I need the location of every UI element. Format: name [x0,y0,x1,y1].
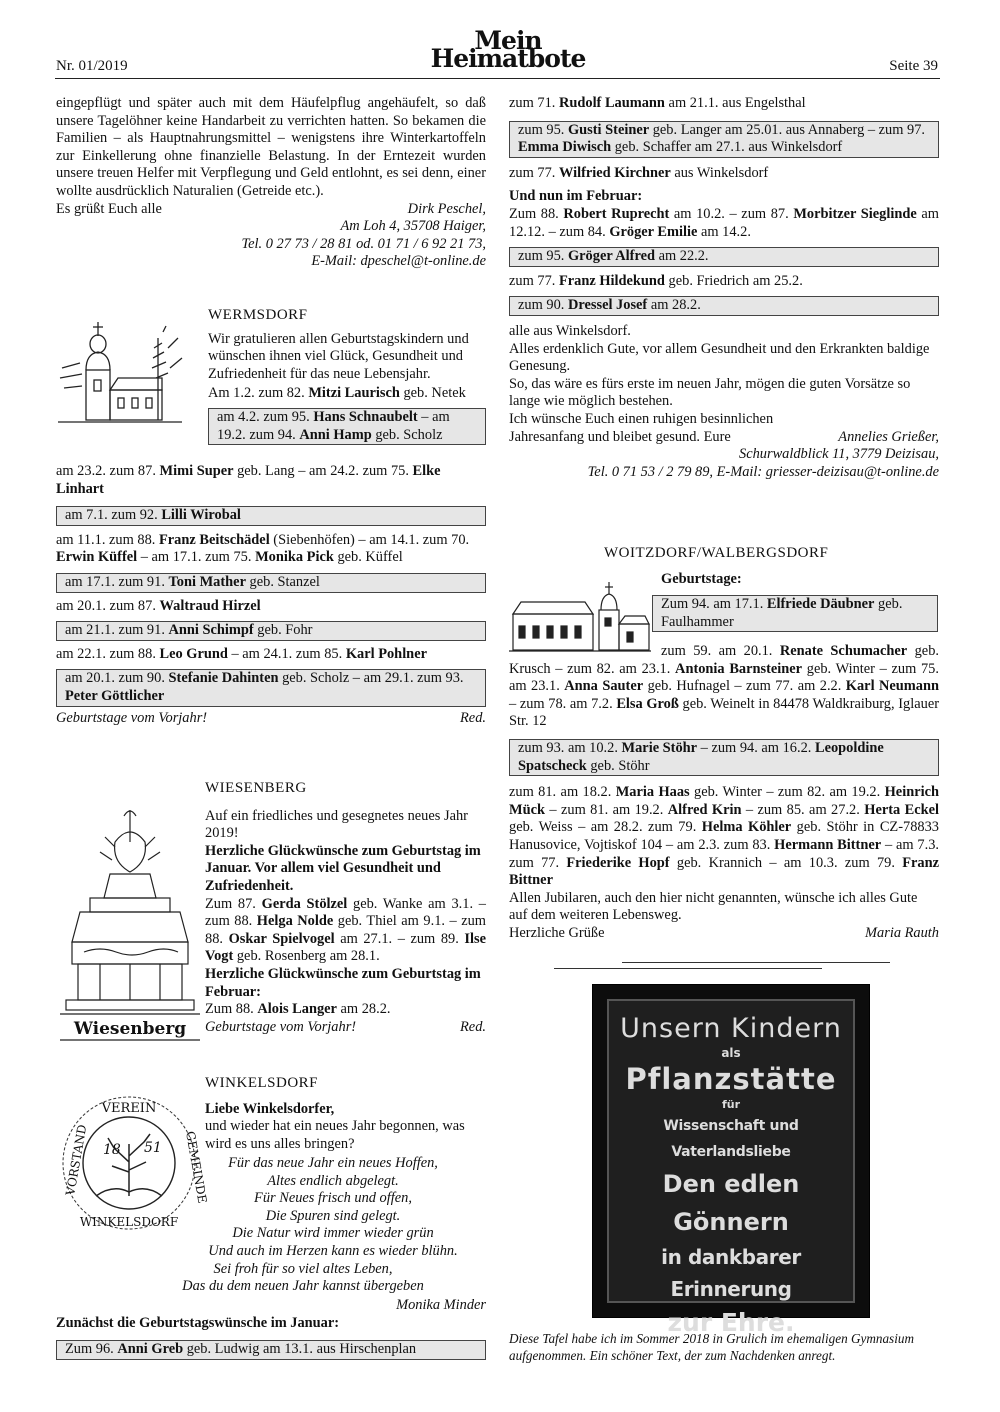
entry-text: geb. Küffel [333,549,403,566]
church-illustration [58,318,198,430]
entry-text: geb. Krusch – zum 82. am 23.1. [509,643,939,677]
entry-text: am 21.1. aus Engelsthal [664,95,806,111]
entry-text: am 28.2. [647,297,701,314]
wermsdorf-entries [56,463,486,727]
person-name: Alfred Krin [667,801,742,818]
person-name: Karl Pohlner [345,645,427,662]
person-name: Ilse Vogt [205,930,486,965]
signature-address: Am Loh 4, 35708 Haiger, [340,218,486,235]
person-name: Marie Stöhr [621,739,698,756]
entry-text: geb. Weiss – am 28.2. zum 79. [509,819,702,836]
seal-year-left: 18 [103,1142,121,1158]
entry-text: zum 90. [518,297,568,314]
person-name: Gerda Stölzel [261,895,348,912]
highlight-box [509,296,939,316]
entry-text: am 20.1. zum 90. [65,670,169,687]
person-name: Morbitzer Sieglinde [793,205,917,222]
person-name: Hermann Bittner [774,836,882,853]
poem-line: Das du dem neuen Jahr kannst übergeben [182,1278,424,1295]
entry-text: zum 95. [518,248,568,265]
entry-text: – zum 94. am 16.2. [697,739,815,756]
highlight-box [509,247,939,267]
signature-contact: Tel. 0 71 53 / 2 79 89, E-Mail: griesser-deizisau@t-online.de [587,463,939,480]
person-name: Peter Göttlicher [65,687,165,704]
entry-text: geb. Winter – zum 82. am 19.2. [689,784,885,801]
footnote: Geburtstage vom Vorjahr! [56,709,208,726]
entry-text: geb. Lang – am 24.2. zum 75. [233,463,413,479]
entry-text: Zum 94. am 17.1. [661,596,767,612]
entry-text: am 12.12. – zum 84. [509,205,939,240]
person-name: Elke Linhart [56,463,441,497]
masthead: Mein Heimatbote [430,26,586,73]
entry-text: am 20.1. zum 87. [56,597,160,614]
poem [120,1155,486,1296]
entry-text: am 21.1. zum 91. [65,622,169,639]
highlight-box [56,621,486,641]
entry-text: geb. Krannich – am 10.3. zum 79. [669,854,903,871]
entry-text: am 22.2. [654,248,709,265]
winkelsdorf-title: WINKELSDORF [205,1075,318,1091]
person-name: Lilli Wirobal [161,507,241,524]
winkelsdorf-entries [56,1297,486,1360]
seal-text-top: VEREIN [101,1101,157,1116]
entry-text: geb. Thiel am 9.1. – zum 88. [205,913,486,947]
winkelsdorf-intro: und wieder hat ein neues Jahr begonnen, was wird es uns alles bringen? [205,1118,465,1152]
left-column [56,95,486,271]
entry-text: – am 17.1. zum 75. [137,549,256,566]
entry-text: geb. Scholz – am 29.1. zum 93. [278,670,464,687]
person-name: Dressel Josef [567,297,648,314]
header-rule [55,78,940,79]
entry-text: am 14.2. [697,223,751,240]
entry-text: geb. Schaffer am 27.1. aus Winkelsdorf [611,139,843,156]
entry-text: zum 93. am 10.2. [518,739,622,756]
signature-name: Annelies Grießer, [838,428,939,445]
entry-text: geb. Scholz [371,426,443,443]
plaque-photo [592,984,870,1337]
person-name: Mitzi Laurisch [308,385,400,402]
separator-line [622,962,890,963]
person-name: Helga Nolde [256,913,334,930]
entry-text: zum 81. am 18.2. [509,784,616,801]
entry-text: geb. Rosenberg am 28.1. [233,948,380,965]
entry-text: geb. Stöhr in CZ-78833 Hanusovice, Vojtiskof 104 – am 2.3. zum 83. [509,819,939,853]
entry-text: aus Winkelsdorf [670,164,769,181]
entry-text: am 22.1. zum 88. [56,645,160,662]
closing-resolutions: So, das wäre es fürs erste im neuen Jahr, mögen die guten Vorsätze so lange wie möglich bestehen. [509,375,911,410]
person-name: Friederike Hopf [566,854,670,871]
person-name: Heinrich Mück [509,784,939,818]
poem-line: Und auch im Herzen kann es wieder blühn. [208,1242,458,1259]
intro-text: eingepflügt und später auch mit dem Häufelpflug angehäufelt, so daß unsere Tagelöhner keine Handarbeit zu verrichten hatten. So bekamen die Familien – als Hauptnahrungsmittel – wenigstens ihre Winterkartoffeln zur Einkellerung ohne finanzielle Belastung. In der Erntezeit wurden unsere treuen Helfer mit Verpflegung und Geld entlohnt, es sei denn, einer wollte ausdrücklich Naturalien (Getreide etc.). [56,95,486,199]
person-name: Erwin Küffel [56,549,138,566]
greeting: Es grüßt Euch alle [56,200,162,217]
plaque-line: Wissenschaft und Vaterlandsliebe [663,1118,799,1160]
person-name: Anni Schimpf [168,622,254,639]
plaque-line: zur Ehre. [667,1308,795,1337]
entry-text: geb. Faulhammer [661,596,903,630]
entry-text: geb. Langer am 25.01. aus Annaberg – zum 97. [649,121,926,138]
entry-text: geb. Friedrich am 25.2. [664,272,803,289]
person-name: Elsa Groß [616,695,679,712]
entry-text: geb. Stöhr [586,757,650,774]
entry-text: – zum 85. am 27.2. [741,801,865,818]
entry-text: 19.2. zum 94. [217,426,300,443]
entry-text: geb. Stanzel [245,573,320,590]
winkelsdorf-section [205,1075,486,1153]
poem-line: Für das neue Jahr ein neues Hoffen, [228,1155,438,1171]
person-name: Stefanie Dahinten [168,670,279,687]
wiesenberg-emblem [60,802,200,1042]
highlight-box [56,669,486,706]
plaque-line: in dankbarer Erinnerung [661,1245,801,1301]
closing-greeting: Ich wünsche Euch einen ruhigen besinnlichen Jahresanfang und bleibet gesund. Eure [509,410,774,445]
person-name: Franz Hildekund [558,272,665,289]
separator-line [554,968,822,969]
seal-text-left: VORSTAND [63,1123,90,1197]
seal-text-right: GEMEINDE [183,1130,210,1205]
woitzdorf-box [652,595,938,632]
entry-text: zum 71. [509,95,559,111]
person-name: Anna Sauter [564,678,644,695]
signature-phone: Tel. 0 27 73 / 28 81 od. 01 71 / 6 92 21 73, [241,235,486,252]
issue-number: Nr. 01/2019 [56,58,128,74]
entry-text: Zum 88. [509,205,564,222]
highlight-box [509,739,939,776]
entry-text: zum 77. [509,164,559,181]
entry-text: geb. Wanke am 3.1. – zum 88. [205,895,486,930]
person-name: Renate Schumacher [779,643,908,659]
entry-text: (Siebenhöfen) – am 14.1. zum 70. [269,531,470,548]
entry-text: geb. Netek [399,385,466,402]
poem-author: Monika Minder [396,1297,486,1313]
wermsdorf-intro: Wir gratulieren allen Geburtstagskindern und wünschen ihnen viel Glück, Gesundheit und Zufriedenheit für das neue Lebensjahr. [208,330,469,382]
village-illustration [509,580,651,652]
entry-text: geb. Fohr [253,622,313,639]
person-name: Waltraud Hirzel [159,597,261,614]
entry-text: – am [417,408,450,425]
plaque-line: Den edlen Gönnern [662,1170,800,1236]
person-name: Helma Köhler [701,819,792,836]
person-name: Karl Neumann [845,678,939,695]
seal-text-bottom: WINKELSDORF [79,1215,179,1229]
entry-text: geb. Winter – zum 75. am 23.1. [509,660,939,695]
poem-line: Die Natur wird immer wieder grün [232,1225,434,1242]
january-heading: Herzliche Glückwünsche zum Geburtstag im Januar. Vor allem viel Gesundheit und Zufriedenheit. [205,842,481,894]
plaque-line: als [721,1046,741,1060]
wermsdorf-title: WERMSDORF [208,307,308,323]
entry-text: Zum 87. [205,895,262,912]
person-name: Herta Eckel [864,801,939,818]
editor-mark: Red. [460,709,486,726]
person-name: Gröger Alfred [567,248,655,265]
highlight-box [56,1340,486,1360]
highlight-box [56,573,486,593]
entry-text: geb. Weinelt in 84478 Waldkraiburg, Iglauer Str. 12 [509,695,939,730]
wiesenberg-section [205,780,486,1036]
closing-wishes: Alles erdenklich Gute, vor allem Gesundheit und den Erkrankten baldige Genesung. [509,340,930,375]
new-year-wish: Auf ein friedliches und gesegnetes neues Jahr 2019! [205,807,468,842]
person-name: Oskar Spielvogel [228,930,335,947]
poem-line: Die Spuren sind gelegt. [265,1207,401,1224]
person-name: Wilfried Kirchner [558,164,671,181]
entry-text: am 10.2. – zum 87. [669,205,794,222]
person-name: Mimi Super [159,463,234,479]
entry-text: am 23.2. zum 87. [56,463,160,479]
person-name: Leo Grund [159,645,228,662]
person-name: Anni Greb [117,1341,184,1358]
entry-text: – zum 81. am 19.2. [544,801,668,818]
wermsdorf-section [208,307,486,445]
wiesenberg-title: WIESENBERG [205,780,307,796]
february-heading: Und nun im Februar: [509,188,643,205]
wishes-text: Allen Jubilaren, auch den hier nicht genannten, wünsche ich alles Gute auf dem weiteren Lebensweg. [509,889,918,924]
footnote: Geburtstage vom Vorjahr! [205,1018,357,1035]
entry-text: am 4.2. zum 95. [217,408,314,425]
person-name: Hans Schnaubelt [313,408,418,425]
poem-line: Altes endlich abgelegt. [267,1172,399,1189]
plaque-line: Pflanzstätte [625,1062,837,1096]
entry-text: – am 24.1. zum 85. [227,645,346,662]
entry-text: zum 59. am 20.1. [661,643,780,659]
entry-text: am 7.1. zum 92. [65,507,162,524]
person-name: Franz Beitschädel [158,531,270,548]
person-name: Toni Mather [168,573,246,590]
signature-email: E-Mail: dpeschel@t-online.de [311,253,486,270]
highlight-box [208,408,486,445]
person-name: Anni Hamp [299,426,372,443]
person-name: Robert Ruprecht [563,205,670,222]
entry-text: am 17.1. zum 91. [65,573,169,590]
entry-text: zum 95. [518,121,568,138]
person-name: Monika Pick [255,549,334,566]
emblem-text: Wiesenberg [73,1019,187,1039]
editor-mark: Red. [460,1018,486,1035]
right-column [509,95,939,481]
person-name: Rudolf Laumann [558,95,665,111]
entry-text: am 11.1. zum 88. [56,531,159,548]
entry-text: am 28.2. [336,1001,391,1018]
january-subheading: Zunächst die Geburtstagswünsche im Januar: [56,1314,340,1331]
signature-name: Maria Rauth [865,924,939,941]
birthdays-heading: Geburtstage: [661,571,742,587]
winkelsdorf-greeting: Liebe Winkelsdorfer, [205,1100,335,1117]
entry-text: am 27.1. – zum 89. [334,930,465,947]
poem-line: Für Neues frisch und offen, [254,1190,412,1207]
photo-caption: Diese Tafel habe ich im Sommer 2018 in Grulich im ehemaligen Gymnasium aufgenommen. Ein schöner Text, der zum Nachdenken anregt. [509,1331,914,1363]
person-name: Gröger Emilie [609,223,698,240]
signature-name: Dirk Peschel, [407,200,486,217]
person-name: Emma Diwisch [518,139,612,156]
february-heading: Herzliche Glückwünsche zum Geburtstag im Februar: [205,965,481,1000]
person-name: Gusti Steiner [567,121,650,138]
plaque-line: Unsern Kindern [620,1013,842,1044]
entry-text: Zum 88. [205,1001,258,1018]
person-name: Franz Bittner [509,854,939,889]
entry-text: – zum 78. am 7.2. [509,695,617,712]
page-number: Seite 39 [889,58,938,74]
highlight-box [652,595,938,632]
person-name: Leopoldine Spatscheck [518,739,884,774]
woitzdorf-entries [509,643,939,943]
entry-text: – am 7.3. zum 77. [509,836,939,871]
entry-text: zum 77. [509,272,559,289]
person-name: Maria Haas [615,784,690,801]
person-name: Antonia Barnsteiner [675,660,803,677]
poem-line: Sei froh für so viel altes Leben, [213,1260,393,1277]
person-name: Elfriede Däubner [766,596,875,612]
entry-text: Am 1.2. zum 82. [208,385,309,402]
person-name: Alois Langer [257,1001,337,1018]
highlight-box [509,121,939,158]
entry-text: geb. Hufnagel – zum 77. am 2.2. [643,678,846,695]
woitzdorf-title: WOITZDORF/WALBERGSDORF [604,545,829,561]
entry-text: Zum 96. [65,1341,118,1358]
entry-text: geb. Ludwig am 13.1. aus Hirschenplan [183,1341,417,1358]
plaque-line: für [721,1098,741,1111]
seal-year-right: 51 [144,1140,162,1156]
highlight-box [56,506,486,526]
greeting: Herzliche Grüße [509,924,605,941]
closing-line: alle aus Winkelsdorf. [509,322,631,339]
signature-address: Schurwaldblick 11, 3779 Deizisau, [739,446,939,463]
